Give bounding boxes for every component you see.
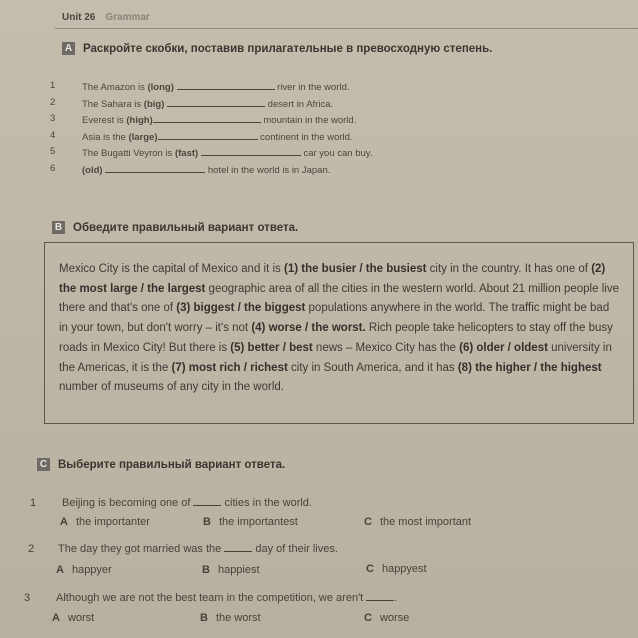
answer-option[interactable]: (1) the busier / the busiest (283, 263, 427, 275)
item-text: Asia is the (82, 131, 126, 143)
item-text: hotel in the world is in Japan. (207, 164, 331, 176)
item-number: 1 (50, 80, 56, 91)
answer-blank[interactable] (153, 113, 261, 123)
item-text: mountain in the world. (263, 115, 357, 126)
item-word: (fast) (174, 148, 199, 159)
item-number: 3 (50, 113, 56, 124)
passage-text: university in the Americas, it is the (59, 341, 612, 374)
section-a-badge: A (62, 42, 75, 55)
item-text: Everest is (82, 115, 124, 126)
item-number: 2 (50, 96, 56, 108)
question-number: 2 (28, 543, 35, 555)
passage-text: number of museums of any city in the world. (59, 381, 284, 394)
item-number: 6 (50, 162, 56, 174)
answer-blank[interactable] (158, 130, 258, 140)
answer-option[interactable]: (6) older / oldest (459, 341, 548, 354)
item-text: The Amazon is (82, 82, 145, 93)
item-number: 4 (50, 129, 56, 141)
passage-text: Mexico City is the capital of Mexico and it is (59, 263, 284, 275)
section-b-badge: B (52, 221, 65, 234)
item-word: (large) (128, 131, 158, 143)
answer-blank[interactable] (177, 80, 275, 90)
option-c[interactable]: C worse (364, 612, 410, 624)
option-b[interactable]: B the importantest (203, 516, 298, 528)
answer-option[interactable]: (8) the higher / the highest (457, 361, 602, 374)
answer-blank[interactable] (193, 505, 221, 506)
section-b-heading (52, 221, 298, 234)
item-text: desert in Africa. (267, 98, 334, 110)
section-a-heading (62, 42, 492, 55)
section-b-title: Обведите правильный вариант ответа. (73, 221, 299, 234)
option-b[interactable]: B the worst (200, 612, 261, 624)
question-text: Beijing is becoming one of cities in the world. (62, 497, 312, 509)
answer-option[interactable]: (3) biggest / the biggest (176, 302, 306, 315)
section-c-title: Выберите правильный вариант ответа. (58, 458, 286, 471)
answer-option[interactable]: (5) better / best (230, 341, 313, 354)
option-c[interactable]: C the most important (364, 516, 472, 528)
unit-label: Unit 26 (62, 12, 96, 23)
item-word: (high) (126, 115, 153, 126)
item-word: (old) (82, 164, 103, 176)
item-text: The Bugatti Veyron is (82, 148, 173, 159)
passage-text: city in the country. It has one of (426, 263, 592, 275)
answer-blank[interactable] (201, 146, 301, 156)
item-text: river in the world. (277, 82, 350, 93)
section-b-passage (44, 242, 634, 424)
question-text: The day they got married was the day of their lives. (58, 543, 338, 555)
page-header (62, 12, 150, 23)
question-number: 3 (24, 592, 31, 604)
option-a[interactable]: A the importanter (60, 516, 150, 528)
item-text: continent in the world. (260, 131, 353, 143)
passage-text: Rich people take helicopters to stay off the busy roads in Mexico City! But there is (59, 322, 613, 354)
answer-blank[interactable] (366, 600, 394, 601)
item-word: (big) (143, 98, 165, 110)
answer-option[interactable]: (4) worse / the worst. (251, 322, 366, 335)
item-text: car you can buy. (303, 148, 373, 159)
answer-blank[interactable] (224, 551, 252, 552)
answer-blank[interactable] (105, 163, 205, 173)
passage-text: news – Mexico City has the (312, 341, 460, 354)
header-divider (55, 28, 638, 29)
section-label: Grammar (105, 12, 150, 23)
section-c-badge: C (37, 458, 50, 471)
answer-option[interactable]: (7) most rich / richest (171, 361, 288, 374)
option-a[interactable]: A worst (52, 612, 95, 624)
section-a-title: Раскройте скобки, поставив прилагательные в превосходную степень. (83, 42, 493, 55)
question-number: 1 (30, 497, 37, 509)
item-word: (long) (147, 82, 174, 93)
answer-blank[interactable] (167, 97, 265, 107)
option-a[interactable]: A happyer (56, 564, 112, 576)
passage-text: populations anywhere in the world. The traffic might be bad in your town, but don't worry – it's not (59, 302, 610, 335)
question-text: Although we are not the best team in the competition, we aren't . (56, 592, 398, 604)
passage-text: geographic area of all the cities in the western world. About 21 million people live there and that's one of (59, 282, 619, 315)
section-c-heading (37, 458, 285, 471)
option-c[interactable]: C happyest (366, 563, 427, 575)
item-number: 5 (50, 146, 56, 157)
option-b[interactable]: B happiest (202, 564, 260, 576)
item-text: The Sahara is (82, 98, 142, 110)
passage-text: city in South America, and it has (287, 361, 458, 374)
answer-option[interactable]: (2) the most large / the largest (59, 263, 606, 295)
